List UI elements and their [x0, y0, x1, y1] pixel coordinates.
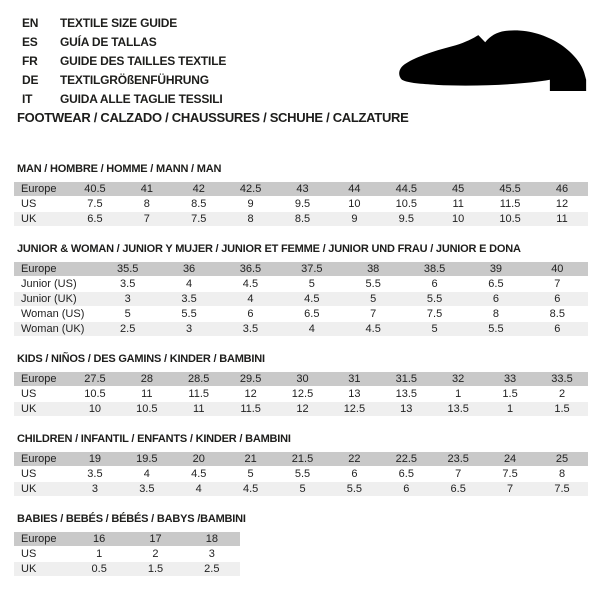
- size-cell: 0.5: [71, 562, 127, 576]
- size-cell: 12: [225, 387, 277, 401]
- size-cell: 4.5: [343, 322, 404, 336]
- table-row: [14, 387, 588, 401]
- size-cell: 10.5: [484, 212, 536, 226]
- size-cell: 4.5: [225, 482, 277, 496]
- category-title: FOOTWEAR / CALZADO / CHAUSSURES / SCHUHE / CALZATURE: [17, 110, 409, 125]
- size-tables: [14, 163, 588, 593]
- size-cell: 5: [97, 307, 158, 321]
- language-title: GUIDA ALLE TAGLIE TESSILI: [60, 91, 223, 106]
- size-cell: 4: [158, 277, 219, 291]
- size-cell: 36.5: [220, 262, 281, 276]
- table-row: [14, 452, 588, 466]
- size-cell: 40.5: [69, 182, 121, 196]
- size-cell: 13.5: [432, 402, 484, 416]
- size-cell: 24: [484, 452, 536, 466]
- size-cell: 3.5: [220, 322, 281, 336]
- size-cell: 3.5: [97, 277, 158, 291]
- size-cell: 35.5: [97, 262, 158, 276]
- size-cell: 4: [173, 482, 225, 496]
- size-cell: 8: [121, 197, 173, 211]
- language-title: GUIDE DES TAILLES TEXTILE: [60, 53, 227, 68]
- size-cell: 11.5: [173, 387, 225, 401]
- size-cell: 21: [225, 452, 277, 466]
- size-cell: 43: [277, 182, 329, 196]
- size-cell: 12: [536, 197, 588, 211]
- table-row: [14, 467, 588, 481]
- size-cell: 1.5: [127, 562, 183, 576]
- language-title: TEXTILGRÖßENFÜHRUNG: [60, 72, 209, 87]
- size-cell: 46: [536, 182, 588, 196]
- size-cell: 3: [158, 322, 219, 336]
- size-cell: 6: [328, 467, 380, 481]
- table-row: [14, 292, 588, 306]
- size-cell: 12: [277, 402, 329, 416]
- language-code: IT: [22, 91, 33, 106]
- size-cell: 1: [432, 387, 484, 401]
- size-cell: 5.5: [158, 307, 219, 321]
- size-cell: 6: [380, 482, 432, 496]
- size-cell: 7: [121, 212, 173, 226]
- section-title: BABIES / BEBÉS / BÉBÉS / BABYS /BAMBINI: [17, 513, 246, 525]
- size-table-section: [14, 243, 588, 337]
- size-table: [14, 261, 588, 337]
- table-row: [14, 482, 588, 496]
- size-cell: 4: [121, 467, 173, 481]
- language-row: [22, 89, 226, 108]
- size-cell: 28: [121, 372, 173, 386]
- row-label: US: [14, 547, 71, 561]
- table-row: [14, 262, 588, 276]
- size-cell: 36: [158, 262, 219, 276]
- size-cell: 2.5: [184, 562, 240, 576]
- size-cell: 19.5: [121, 452, 173, 466]
- size-cell: 45.5: [484, 182, 536, 196]
- section-title: JUNIOR & WOMAN / JUNIOR Y MUJER / JUNIOR ET FEMME / JUNIOR UND FRAU / JUNIOR E DONA: [17, 243, 521, 255]
- dress-shoe-icon: [397, 30, 593, 93]
- size-cell: 31.5: [380, 372, 432, 386]
- row-label: US: [14, 467, 69, 481]
- row-label: Junior (US): [14, 277, 97, 291]
- row-label: US: [14, 387, 69, 401]
- language-title: TEXTILE SIZE GUIDE: [60, 15, 178, 30]
- size-cell: 9.5: [277, 197, 329, 211]
- size-cell: 42: [173, 182, 225, 196]
- size-cell: 44: [328, 182, 380, 196]
- size-cell: 5.5: [343, 277, 404, 291]
- size-cell: 9.5: [380, 212, 432, 226]
- table-row: [14, 212, 588, 226]
- size-cell: 5: [343, 292, 404, 306]
- size-cell: 32: [432, 372, 484, 386]
- table-row: [14, 307, 588, 321]
- size-cell: 7.5: [173, 212, 225, 226]
- size-cell: 6: [527, 292, 588, 306]
- table-row: [14, 532, 240, 546]
- size-cell: 5.5: [404, 292, 465, 306]
- size-cell: 12.5: [277, 387, 329, 401]
- size-cell: 4.5: [281, 292, 342, 306]
- row-label: Europe: [14, 182, 69, 196]
- size-cell: 7.5: [69, 197, 121, 211]
- size-cell: 13.5: [380, 387, 432, 401]
- row-label: UK: [14, 402, 69, 416]
- size-cell: 22.5: [380, 452, 432, 466]
- table-row: [14, 562, 240, 576]
- language-row: [22, 51, 226, 70]
- size-cell: 5: [281, 277, 342, 291]
- size-cell: 5: [277, 482, 329, 496]
- size-cell: 6.5: [432, 482, 484, 496]
- size-cell: 5: [404, 322, 465, 336]
- size-cell: 6: [404, 277, 465, 291]
- size-cell: 2: [536, 387, 588, 401]
- size-cell: 33: [484, 372, 536, 386]
- size-cell: 6: [527, 322, 588, 336]
- size-cell: 7: [432, 467, 484, 481]
- size-cell: 10.5: [69, 387, 121, 401]
- row-label: UK: [14, 482, 69, 496]
- size-cell: 21.5: [277, 452, 329, 466]
- size-cell: 3: [69, 482, 121, 496]
- size-cell: 33.5: [536, 372, 588, 386]
- size-cell: 7: [343, 307, 404, 321]
- size-cell: 6.5: [69, 212, 121, 226]
- size-cell: 6.5: [281, 307, 342, 321]
- table-row: [14, 197, 588, 211]
- size-table: [14, 531, 240, 577]
- size-cell: 38: [343, 262, 404, 276]
- size-table-section: [14, 353, 588, 417]
- language-code: DE: [22, 72, 39, 87]
- size-cell: 8: [536, 467, 588, 481]
- size-cell: 5.5: [328, 482, 380, 496]
- size-cell: 4: [281, 322, 342, 336]
- size-cell: 17: [127, 532, 183, 546]
- size-cell: 6: [220, 307, 281, 321]
- size-cell: 5: [225, 467, 277, 481]
- size-cell: 11: [121, 387, 173, 401]
- size-cell: 22: [328, 452, 380, 466]
- row-label: Europe: [14, 262, 97, 276]
- row-label: Junior (UK): [14, 292, 97, 306]
- size-cell: 2.5: [97, 322, 158, 336]
- size-cell: 4.5: [220, 277, 281, 291]
- table-row: [14, 182, 588, 196]
- size-cell: 7: [484, 482, 536, 496]
- size-cell: 30: [277, 372, 329, 386]
- size-cell: 2: [127, 547, 183, 561]
- size-cell: 3.5: [121, 482, 173, 496]
- table-row: [14, 547, 240, 561]
- size-cell: 9: [225, 197, 277, 211]
- size-cell: 3.5: [69, 467, 121, 481]
- size-cell: 5.5: [465, 322, 526, 336]
- size-cell: 31: [328, 372, 380, 386]
- size-table: [14, 371, 588, 417]
- size-cell: 10.5: [121, 402, 173, 416]
- row-label: Europe: [14, 452, 69, 466]
- table-row: [14, 402, 588, 416]
- size-cell: 13: [328, 387, 380, 401]
- size-cell: 19: [69, 452, 121, 466]
- row-label: Woman (US): [14, 307, 97, 321]
- size-table-section: [14, 433, 588, 497]
- section-title: KIDS / NIÑOS / DES GAMINS / KINDER / BAMBINI: [17, 353, 265, 365]
- size-cell: 37.5: [281, 262, 342, 276]
- size-cell: 6.5: [380, 467, 432, 481]
- size-cell: 11.5: [484, 197, 536, 211]
- size-cell: 3: [97, 292, 158, 306]
- table-row: [14, 372, 588, 386]
- row-label: Woman (UK): [14, 322, 97, 336]
- size-cell: 27.5: [69, 372, 121, 386]
- size-cell: 10: [69, 402, 121, 416]
- row-label: UK: [14, 212, 69, 226]
- size-cell: 7: [527, 277, 588, 291]
- size-cell: 18: [184, 532, 240, 546]
- size-cell: 11: [173, 402, 225, 416]
- size-table: [14, 181, 588, 227]
- size-cell: 3: [184, 547, 240, 561]
- section-title: CHILDREN / INFANTIL / ENFANTS / KINDER / BAMBINI: [17, 433, 291, 445]
- size-cell: 42.5: [225, 182, 277, 196]
- size-table: [14, 451, 588, 497]
- size-cell: 11: [432, 197, 484, 211]
- size-cell: 1: [71, 547, 127, 561]
- table-row: [14, 322, 588, 336]
- size-cell: 4.5: [173, 467, 225, 481]
- size-cell: 5.5: [277, 467, 329, 481]
- size-cell: 10.5: [380, 197, 432, 211]
- language-list: [22, 13, 226, 108]
- size-table-section: [14, 513, 588, 577]
- size-cell: 7.5: [484, 467, 536, 481]
- size-cell: 23.5: [432, 452, 484, 466]
- size-cell: 11.5: [225, 402, 277, 416]
- size-cell: 8.5: [527, 307, 588, 321]
- row-label: UK: [14, 562, 71, 576]
- size-cell: 4: [220, 292, 281, 306]
- size-cell: 7.5: [536, 482, 588, 496]
- size-cell: 29.5: [225, 372, 277, 386]
- size-cell: 10: [432, 212, 484, 226]
- size-cell: 1.5: [536, 402, 588, 416]
- size-cell: 45: [432, 182, 484, 196]
- size-cell: 44.5: [380, 182, 432, 196]
- size-cell: 8.5: [173, 197, 225, 211]
- row-label: Europe: [14, 532, 71, 546]
- size-cell: 6: [465, 292, 526, 306]
- size-cell: 8: [225, 212, 277, 226]
- language-row: [22, 13, 226, 32]
- size-cell: 1: [484, 402, 536, 416]
- size-cell: 25: [536, 452, 588, 466]
- size-cell: 41: [121, 182, 173, 196]
- size-cell: 1.5: [484, 387, 536, 401]
- size-cell: 8.5: [277, 212, 329, 226]
- size-cell: 39: [465, 262, 526, 276]
- row-label: Europe: [14, 372, 69, 386]
- size-cell: 12.5: [328, 402, 380, 416]
- size-cell: 6.5: [465, 277, 526, 291]
- size-cell: 7.5: [404, 307, 465, 321]
- language-title: GUÍA DE TALLAS: [60, 34, 157, 49]
- size-cell: 20: [173, 452, 225, 466]
- size-cell: 10: [328, 197, 380, 211]
- section-title: MAN / HOMBRE / HOMME / MANN / MAN: [17, 163, 222, 175]
- size-cell: 38.5: [404, 262, 465, 276]
- size-cell: 16: [71, 532, 127, 546]
- table-row: [14, 277, 588, 291]
- language-code: FR: [22, 53, 38, 68]
- size-cell: 40: [527, 262, 588, 276]
- size-cell: 11: [536, 212, 588, 226]
- size-cell: 3.5: [158, 292, 219, 306]
- language-code: EN: [22, 15, 39, 30]
- row-label: US: [14, 197, 69, 211]
- size-cell: 13: [380, 402, 432, 416]
- size-cell: 9: [328, 212, 380, 226]
- size-cell: 8: [465, 307, 526, 321]
- language-code: ES: [22, 34, 38, 49]
- language-row: [22, 32, 226, 51]
- size-cell: 28.5: [173, 372, 225, 386]
- language-row: [22, 70, 226, 89]
- size-table-section: [14, 163, 588, 227]
